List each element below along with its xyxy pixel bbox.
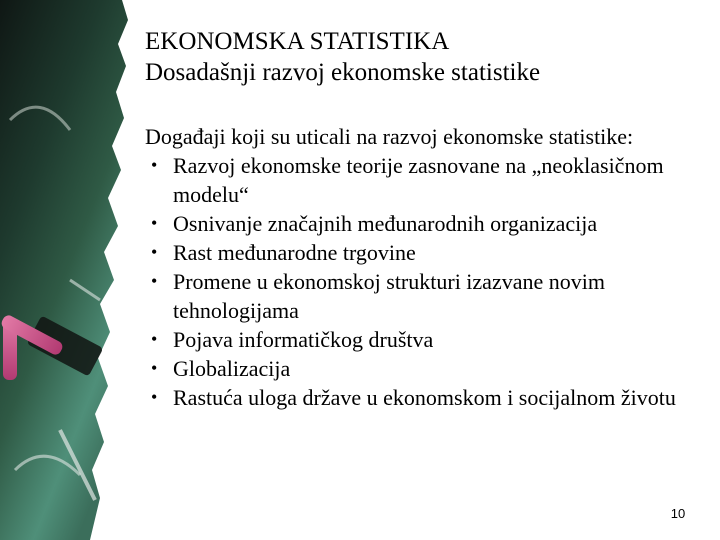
bullet-icon: • (151, 155, 158, 175)
list-item-text: Pojava informatičkog društva (173, 327, 434, 352)
chalkboard-decoration (0, 0, 150, 540)
chalkboard-surface (0, 0, 128, 540)
bullet-list (145, 151, 700, 412)
bullet-icon: • (151, 242, 158, 262)
title-text: EKONOMSKA STATISTIKA (145, 28, 450, 55)
bullet-icon: • (151, 213, 158, 233)
list-item-text: Razvoj ekonomske teorije zasnovane na „neoklasičnom modelu“ (173, 153, 664, 207)
list-item (145, 209, 700, 238)
bullet-icon: • (151, 358, 158, 378)
bullet-icon: • (151, 271, 158, 291)
slide-content (145, 122, 700, 412)
list-item (145, 383, 700, 412)
list-item (145, 267, 700, 325)
slide-title (145, 26, 705, 88)
page-number: 10 (670, 506, 686, 521)
list-item-text: Globalizacija (173, 356, 291, 381)
list-item (145, 238, 700, 267)
chalkboard-image (0, 0, 150, 540)
intro-text: Događaji koji su uticali na razvoj ekonomske statistike: (145, 124, 634, 149)
list-item (145, 325, 700, 354)
list-item-text: Rast međunarodne trgovine (173, 240, 416, 265)
list-item (145, 354, 700, 383)
subtitle-text: Dosadašnji razvoj ekonomske statistike (145, 59, 541, 86)
bullet-icon: • (151, 329, 158, 349)
list-item-text: Osnivanje značajnih međunarodnih organizacija (173, 211, 598, 236)
list-item-text: Rastuća uloga države u ekonomskom i socijalnom životu (173, 385, 676, 410)
list-item-text: Promene u ekonomskoj strukturi izazvane novim tehnologijama (173, 269, 605, 323)
bullet-icon: • (151, 387, 158, 407)
list-item (145, 151, 700, 209)
